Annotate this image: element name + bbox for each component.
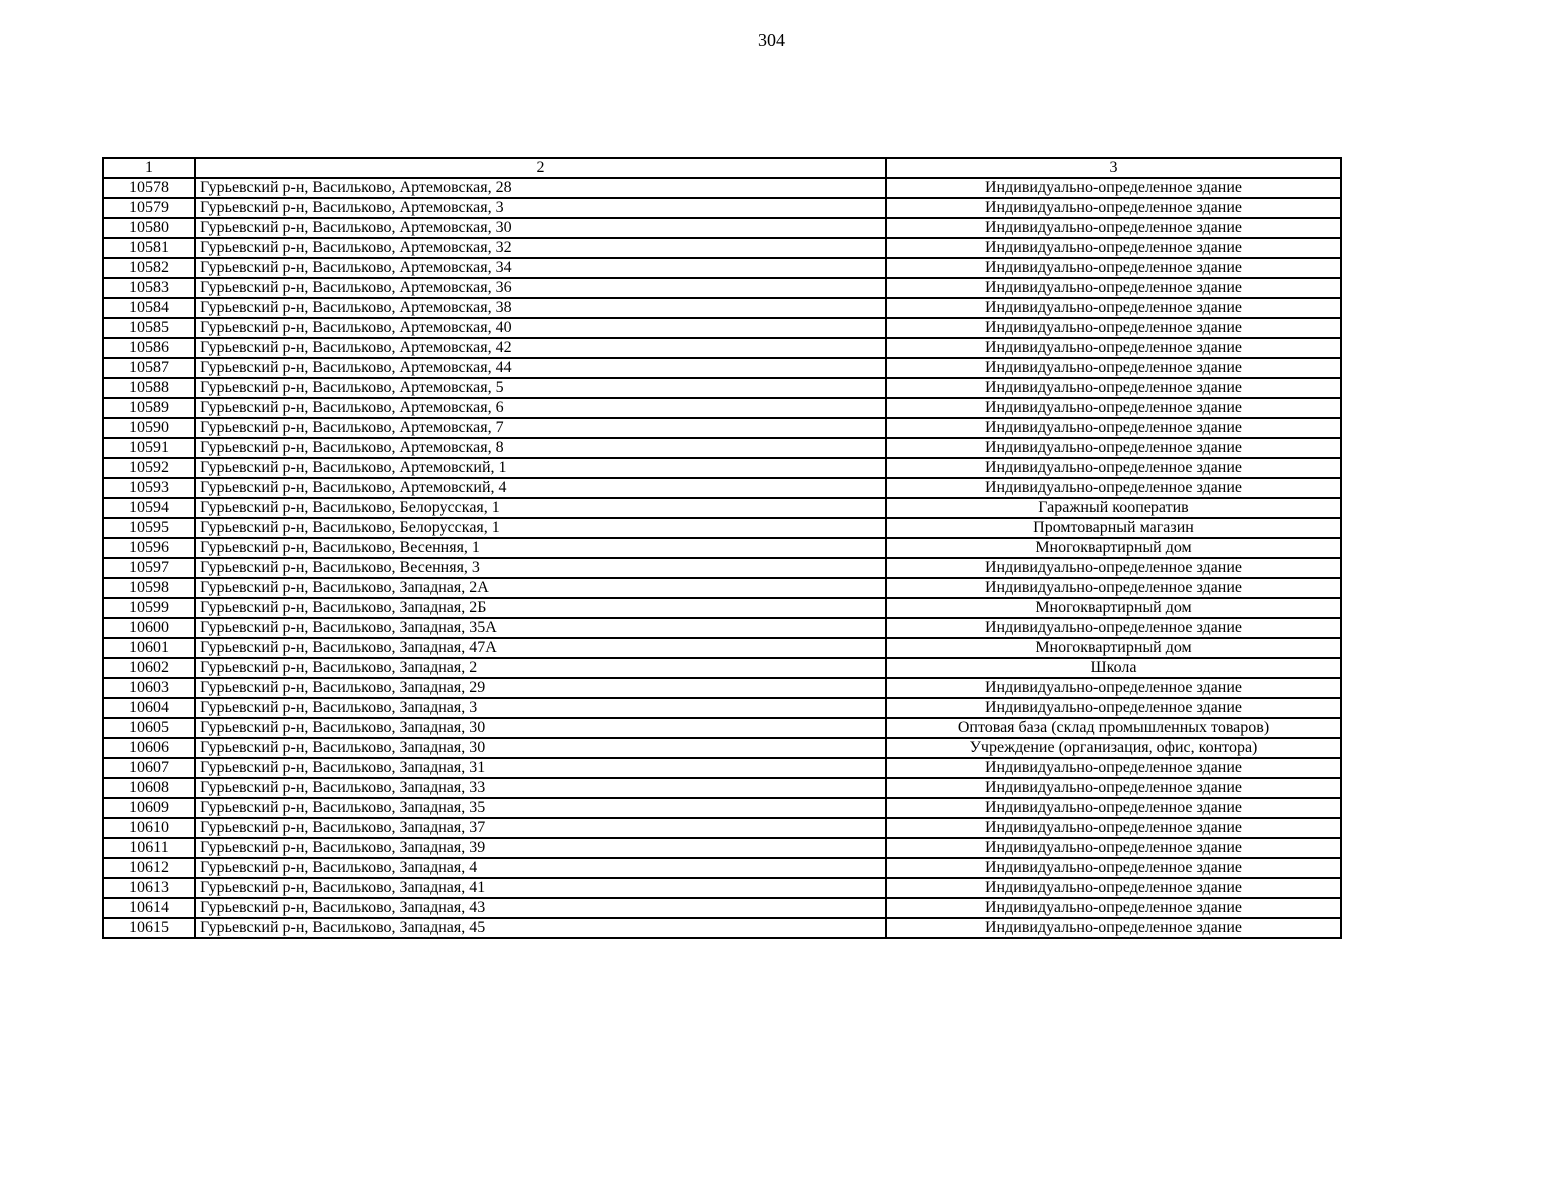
table-row	[103, 818, 1341, 838]
row-number-cell: 10586	[103, 338, 195, 358]
object-type-cell: Индивидуально-определенное здание	[886, 318, 1341, 338]
row-number-cell: 10606	[103, 738, 195, 758]
object-type-cell: Индивидуально-определенное здание	[886, 678, 1341, 698]
table-row	[103, 418, 1341, 438]
object-type-cell: Гаражный кооператив	[886, 498, 1341, 518]
object-type-cell: Индивидуально-определенное здание	[886, 458, 1341, 478]
object-type-cell: Учреждение (организация, офис, контора)	[886, 738, 1341, 758]
table-row	[103, 458, 1341, 478]
table-row	[103, 578, 1341, 598]
table-row	[103, 638, 1341, 658]
row-number-cell: 10594	[103, 498, 195, 518]
object-type-cell: Школа	[886, 658, 1341, 678]
row-number-cell: 10593	[103, 478, 195, 498]
row-number-cell: 10597	[103, 558, 195, 578]
address-cell: Гурьевский р-н, Васильково, Белорусская, 1	[195, 498, 886, 518]
table-row	[103, 398, 1341, 418]
column-header-3: 3	[886, 158, 1341, 178]
table-row	[103, 678, 1341, 698]
object-type-cell: Индивидуально-определенное здание	[886, 818, 1341, 838]
address-cell: Гурьевский р-н, Васильково, Артемовская, 30	[195, 218, 886, 238]
row-number-cell: 10615	[103, 918, 195, 938]
table-row	[103, 738, 1341, 758]
object-type-cell: Индивидуально-определенное здание	[886, 838, 1341, 858]
table-row	[103, 918, 1341, 938]
header-row	[103, 158, 1341, 178]
table-row	[103, 778, 1341, 798]
address-cell: Гурьевский р-н, Васильково, Западная, 39	[195, 838, 886, 858]
table-row	[103, 698, 1341, 718]
object-type-cell: Многоквартирный дом	[886, 598, 1341, 618]
table-row	[103, 798, 1341, 818]
address-cell: Гурьевский р-н, Васильково, Западная, 29	[195, 678, 886, 698]
object-type-cell: Индивидуально-определенное здание	[886, 578, 1341, 598]
row-number-cell: 10579	[103, 198, 195, 218]
address-cell: Гурьевский р-н, Васильково, Западная, 2А	[195, 578, 886, 598]
address-cell: Гурьевский р-н, Васильково, Западная, 30	[195, 738, 886, 758]
object-type-cell: Индивидуально-определенное здание	[886, 878, 1341, 898]
object-type-cell: Индивидуально-определенное здание	[886, 198, 1341, 218]
address-cell: Гурьевский р-н, Васильково, Западная, 2Б	[195, 598, 886, 618]
row-number-cell: 10596	[103, 538, 195, 558]
object-type-cell: Индивидуально-определенное здание	[886, 218, 1341, 238]
row-number-cell: 10598	[103, 578, 195, 598]
address-cell: Гурьевский р-н, Васильково, Западная, 45	[195, 918, 886, 938]
address-cell: Гурьевский р-н, Васильково, Артемовская, 34	[195, 258, 886, 278]
column-header-1: 1	[103, 158, 195, 178]
address-cell: Гурьевский р-н, Васильково, Западная, 2	[195, 658, 886, 678]
row-number-cell: 10603	[103, 678, 195, 698]
row-number-cell: 10589	[103, 398, 195, 418]
table-row	[103, 498, 1341, 518]
table-header	[103, 158, 1341, 178]
row-number-cell: 10612	[103, 858, 195, 878]
row-number-cell: 10590	[103, 418, 195, 438]
table-row	[103, 898, 1341, 918]
table-row	[103, 238, 1341, 258]
row-number-cell: 10600	[103, 618, 195, 638]
row-number-cell: 10602	[103, 658, 195, 678]
object-type-cell: Индивидуально-определенное здание	[886, 558, 1341, 578]
address-cell: Гурьевский р-н, Васильково, Артемовская, 8	[195, 438, 886, 458]
address-cell: Гурьевский р-н, Васильково, Западная, 35А	[195, 618, 886, 638]
table-row	[103, 838, 1341, 858]
table-row	[103, 358, 1341, 378]
object-type-cell: Индивидуально-определенное здание	[886, 278, 1341, 298]
address-cell: Гурьевский р-н, Васильково, Западная, 30	[195, 718, 886, 738]
object-type-cell: Оптовая база (склад промышленных товаров)	[886, 718, 1341, 738]
object-type-cell: Индивидуально-определенное здание	[886, 438, 1341, 458]
row-number-cell: 10581	[103, 238, 195, 258]
row-number-cell: 10582	[103, 258, 195, 278]
address-cell: Гурьевский р-н, Васильково, Западная, 3	[195, 698, 886, 718]
object-type-cell: Индивидуально-определенное здание	[886, 178, 1341, 198]
object-type-cell: Промтоварный магазин	[886, 518, 1341, 538]
object-type-cell: Многоквартирный дом	[886, 538, 1341, 558]
row-number-cell: 10607	[103, 758, 195, 778]
row-number-cell: 10584	[103, 298, 195, 318]
address-cell: Гурьевский р-н, Васильково, Западная, 31	[195, 758, 886, 778]
row-number-cell: 10595	[103, 518, 195, 538]
address-cell: Гурьевский р-н, Васильково, Весенняя, 1	[195, 538, 886, 558]
row-number-cell: 10585	[103, 318, 195, 338]
address-cell: Гурьевский р-н, Васильково, Артемовская, 6	[195, 398, 886, 418]
address-cell: Гурьевский р-н, Васильково, Артемовская, 40	[195, 318, 886, 338]
table-row	[103, 218, 1341, 238]
object-type-cell: Индивидуально-определенное здание	[886, 798, 1341, 818]
address-cell: Гурьевский р-н, Васильково, Артемовская, 36	[195, 278, 886, 298]
row-number-cell: 10604	[103, 698, 195, 718]
table-row	[103, 378, 1341, 398]
table-row	[103, 318, 1341, 338]
row-number-cell: 10592	[103, 458, 195, 478]
table-row	[103, 198, 1341, 218]
row-number-cell: 10608	[103, 778, 195, 798]
row-number-cell: 10591	[103, 438, 195, 458]
table-row	[103, 758, 1341, 778]
table-row	[103, 878, 1341, 898]
row-number-cell: 10583	[103, 278, 195, 298]
address-cell: Гурьевский р-н, Васильково, Артемовская, 44	[195, 358, 886, 378]
row-number-cell: 10599	[103, 598, 195, 618]
table-row	[103, 558, 1341, 578]
row-number-cell: 10610	[103, 818, 195, 838]
table-row	[103, 658, 1341, 678]
row-number-cell: 10613	[103, 878, 195, 898]
table-row	[103, 478, 1341, 498]
address-cell: Гурьевский р-н, Васильково, Западная, 41	[195, 878, 886, 898]
object-type-cell: Индивидуально-определенное здание	[886, 898, 1341, 918]
object-type-cell: Индивидуально-определенное здание	[886, 398, 1341, 418]
object-type-cell: Индивидуально-определенное здание	[886, 618, 1341, 638]
table-row	[103, 178, 1341, 198]
address-cell: Гурьевский р-н, Васильково, Артемовский, 1	[195, 458, 886, 478]
table-row	[103, 298, 1341, 318]
row-number-cell: 10611	[103, 838, 195, 858]
row-number-cell: 10605	[103, 718, 195, 738]
address-cell: Гурьевский р-н, Васильково, Артемовская, 42	[195, 338, 886, 358]
address-cell: Гурьевский р-н, Васильково, Западная, 4	[195, 858, 886, 878]
address-cell: Гурьевский р-н, Васильково, Западная, 47А	[195, 638, 886, 658]
object-type-cell: Индивидуально-определенное здание	[886, 858, 1341, 878]
object-type-cell: Многоквартирный дом	[886, 638, 1341, 658]
object-type-cell: Индивидуально-определенное здание	[886, 418, 1341, 438]
object-type-cell: Индивидуально-определенное здание	[886, 918, 1341, 938]
object-type-cell: Индивидуально-определенное здание	[886, 478, 1341, 498]
table-row	[103, 538, 1341, 558]
table-row	[103, 258, 1341, 278]
row-number-cell: 10587	[103, 358, 195, 378]
address-cell: Гурьевский р-н, Васильково, Артемовская, 38	[195, 298, 886, 318]
object-type-cell: Индивидуально-определенное здание	[886, 298, 1341, 318]
object-type-cell: Индивидуально-определенное здание	[886, 238, 1341, 258]
address-cell: Гурьевский р-н, Васильково, Артемовский, 4	[195, 478, 886, 498]
address-cell: Гурьевский р-н, Васильково, Артемовская, 7	[195, 418, 886, 438]
table-row	[103, 618, 1341, 638]
address-cell: Гурьевский р-н, Васильково, Артемовская, 5	[195, 378, 886, 398]
table-row	[103, 718, 1341, 738]
address-cell: Гурьевский р-н, Васильково, Западная, 43	[195, 898, 886, 918]
address-cell: Гурьевский р-н, Васильково, Артемовская, 3	[195, 198, 886, 218]
object-type-cell: Индивидуально-определенное здание	[886, 258, 1341, 278]
table-row	[103, 278, 1341, 298]
row-number-cell: 10601	[103, 638, 195, 658]
address-cell: Гурьевский р-н, Васильково, Весенняя, 3	[195, 558, 886, 578]
address-cell: Гурьевский р-н, Васильково, Западная, 37	[195, 818, 886, 838]
table-row	[103, 338, 1341, 358]
object-type-cell: Индивидуально-определенное здание	[886, 758, 1341, 778]
table-row	[103, 518, 1341, 538]
address-cell: Гурьевский р-н, Васильково, Белорусская, 1	[195, 518, 886, 538]
address-cell: Гурьевский р-н, Васильково, Западная, 33	[195, 778, 886, 798]
address-cell: Гурьевский р-н, Васильково, Артемовская, 32	[195, 238, 886, 258]
object-type-cell: Индивидуально-определенное здание	[886, 338, 1341, 358]
column-header-2: 2	[195, 158, 886, 178]
table-row	[103, 598, 1341, 618]
row-number-cell: 10609	[103, 798, 195, 818]
object-type-cell: Индивидуально-определенное здание	[886, 778, 1341, 798]
row-number-cell: 10580	[103, 218, 195, 238]
object-type-cell: Индивидуально-определенное здание	[886, 378, 1341, 398]
table-body	[103, 178, 1341, 938]
address-cell: Гурьевский р-н, Васильково, Западная, 35	[195, 798, 886, 818]
table-row	[103, 858, 1341, 878]
address-cell: Гурьевский р-н, Васильково, Артемовская, 28	[195, 178, 886, 198]
object-type-cell: Индивидуально-определенное здание	[886, 698, 1341, 718]
row-number-cell: 10578	[103, 178, 195, 198]
row-number-cell: 10588	[103, 378, 195, 398]
object-type-cell: Индивидуально-определенное здание	[886, 358, 1341, 378]
row-number-cell: 10614	[103, 898, 195, 918]
registry-table	[102, 157, 1342, 939]
page-number: 304	[758, 30, 785, 50]
table-row	[103, 438, 1341, 458]
